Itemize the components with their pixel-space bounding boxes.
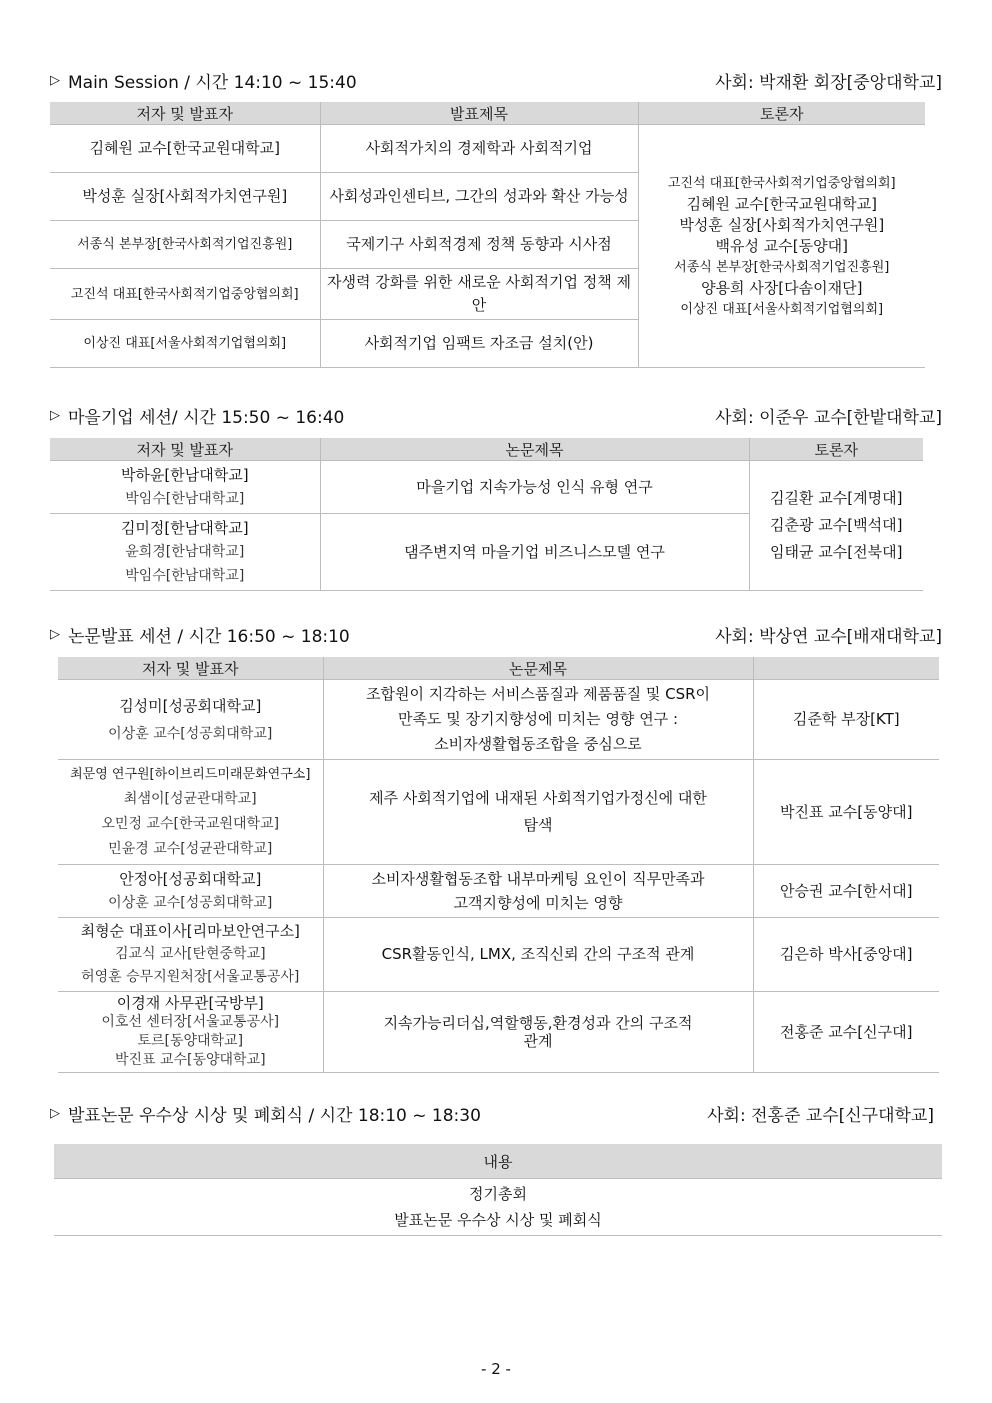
authors-cell bbox=[50, 461, 320, 514]
closing-session-title: 발표논문 우수상 시상 및 폐회식 / 시간 18:10 ~ 18:30 bbox=[68, 1105, 481, 1126]
title-cell: 마을기업 지속가능성 인식 유형 연구 bbox=[320, 461, 749, 514]
discussant: 양용희 사장[다솜이재단] bbox=[701, 278, 863, 297]
content-item: 발표논문 우수상 시상 및 폐회식 bbox=[394, 1211, 602, 1229]
title-cell: 조합원이 지각하는 서비스품질과 제품품질 및 CSR이 만족도 및 장기지향성에 미치는 영향 연구 : 소비자생활협동조합을 중심으로 bbox=[323, 680, 753, 760]
title-cell: 사회성과인센티브, 그간의 성과와 확산 가능성 bbox=[320, 173, 638, 221]
author: 토르[동양대학교] bbox=[137, 1033, 244, 1049]
author: 이상훈 교수[성공회대학교] bbox=[108, 895, 273, 911]
triangle-icon: ▷ bbox=[50, 1105, 60, 1121]
village-session-heading bbox=[50, 402, 942, 428]
author: 이호선 센터장[서울교통공사] bbox=[101, 1014, 280, 1030]
author: 오민정 교수[한국교원대학교] bbox=[101, 816, 280, 832]
author: 김교식 교사[탄현중학교] bbox=[114, 946, 266, 962]
col-header: 발표제목 bbox=[320, 102, 638, 125]
discussant: 김혜원 교수[한국교원대학교] bbox=[686, 194, 877, 213]
discussant: 서종식 본부장[한국사회적기업진흥원] bbox=[674, 259, 890, 275]
author: 이상훈 교수[성공회대학교] bbox=[108, 725, 273, 742]
discussant-cell: 김은하 박사[중앙대] bbox=[753, 918, 939, 992]
triangle-icon: ▷ bbox=[50, 72, 60, 88]
author: 박임수[한남대학교] bbox=[125, 568, 245, 584]
author: 박임수[한남대학교] bbox=[125, 491, 245, 507]
title-cell: 제주 사회적기업에 내재된 사회적기업가정신에 대한 탐색 bbox=[323, 760, 753, 865]
presenter-cell: 고진석 대표[한국사회적기업중앙협의회] bbox=[50, 269, 320, 320]
main-session-heading bbox=[50, 67, 942, 93]
title-cell: 사회적가치의 경제학과 사회적기업 bbox=[320, 125, 638, 173]
title-cell: 소비자생활협동조합 내부마케팅 요인이 직무만족과 고객지향성에 미치는 영향 bbox=[323, 865, 753, 918]
author: 민윤경 교수[성균관대학교] bbox=[108, 841, 273, 857]
paper-session-host: 사회: 박상연 교수[배재대학교] bbox=[715, 626, 942, 647]
author: 박진표 교수[동양대학교] bbox=[114, 1052, 266, 1068]
author: 박하윤[한남대학교] bbox=[120, 466, 249, 484]
discussant: 백유성 교수[동양대] bbox=[715, 236, 848, 255]
author: 김미정[한남대학교] bbox=[120, 519, 249, 537]
authors-cell bbox=[58, 680, 323, 760]
author: 이경재 사무관[국방부] bbox=[116, 994, 264, 1012]
authors-cell bbox=[50, 514, 320, 591]
discussants-cell bbox=[638, 125, 925, 368]
triangle-icon: ▷ bbox=[50, 407, 60, 423]
closing-session-heading bbox=[50, 1100, 934, 1126]
author: 김성미[성공회대학교] bbox=[119, 696, 262, 715]
village-session-title: 마을기업 세션/ 시간 15:50 ~ 16:40 bbox=[68, 407, 345, 428]
main-session-host: 사회: 박재환 회장[중앙대학교] bbox=[715, 72, 942, 93]
discussant-cell: 김준학 부장[KT] bbox=[753, 680, 939, 760]
presenter-cell: 박성훈 실장[사회적가치연구원] bbox=[50, 173, 320, 221]
title-cell: 자생력 강화를 위한 새로운 사회적기업 정책 제안 bbox=[320, 269, 638, 320]
contents-cell bbox=[54, 1179, 942, 1236]
col-header: 논문제목 bbox=[320, 438, 749, 461]
col-header: 토론자 bbox=[638, 102, 925, 125]
paper-session-title: 논문발표 세션 / 시간 16:50 ~ 18:10 bbox=[68, 626, 350, 647]
page-number: - 2 - bbox=[481, 1360, 511, 1378]
title-cell: 지속가능리더십,역할행동,환경성과 간의 구조적 관계 bbox=[323, 992, 753, 1073]
closing-session-table bbox=[54, 1144, 942, 1236]
triangle-icon: ▷ bbox=[50, 626, 60, 642]
discussant-cell: 박진표 교수[동양대] bbox=[753, 760, 939, 865]
title-cell: 사회적기업 임팩트 자조금 설치(안) bbox=[320, 320, 638, 368]
paper-session-table bbox=[58, 657, 939, 1073]
title-cell: 댐주변지역 마을기업 비즈니스모델 연구 bbox=[320, 514, 749, 591]
col-header: 저자 및 발표자 bbox=[58, 657, 323, 680]
presenter-cell: 이상진 대표[서울사회적기업협의회] bbox=[50, 320, 320, 368]
author: 안정아[성공회대학교] bbox=[119, 870, 262, 888]
authors-cell bbox=[58, 992, 323, 1073]
title-cell: 국제기구 사회적경제 정책 동향과 시사점 bbox=[320, 221, 638, 269]
village-session-host: 사회: 이준우 교수[한밭대학교] bbox=[715, 407, 942, 428]
discussant: 김춘광 교수[백석대] bbox=[770, 516, 903, 534]
author: 최형순 대표이사[리마보안연구소] bbox=[80, 922, 300, 940]
main-session-title: Main Session / 시간 14:10 ~ 15:40 bbox=[68, 72, 357, 93]
paper-session-heading bbox=[50, 621, 942, 647]
authors-cell bbox=[58, 760, 323, 865]
village-session-table bbox=[50, 438, 923, 591]
discussant-cell: 전홍준 교수[신구대] bbox=[753, 992, 939, 1073]
col-header: 저자 및 발표자 bbox=[50, 102, 320, 125]
authors-cell bbox=[58, 865, 323, 918]
discussant: 박성훈 실장[사회적가치연구원] bbox=[679, 215, 885, 234]
discussant-cell: 안승권 교수[한서대] bbox=[753, 865, 939, 918]
title-cell: CSR활동인식, LMX, 조직신뢰 간의 구조적 관계 bbox=[323, 918, 753, 992]
presenter-cell: 김혜원 교수[한국교원대학교] bbox=[50, 125, 320, 173]
author: 허영훈 승무지원처장[서울교통공사] bbox=[81, 969, 300, 985]
author: 윤희경[한남대학교] bbox=[125, 544, 245, 560]
discussant: 김길환 교수[계명대] bbox=[770, 489, 903, 507]
col-header bbox=[753, 657, 939, 680]
col-header: 논문제목 bbox=[323, 657, 753, 680]
col-header: 내용 bbox=[54, 1144, 942, 1179]
col-header: 토론자 bbox=[749, 438, 923, 461]
discussant: 고진석 대표[한국사회적기업중앙협의회] bbox=[667, 175, 896, 191]
content-item: 정기총회 bbox=[469, 1185, 527, 1203]
main-session-table bbox=[50, 102, 925, 368]
discussant: 이상진 대표[서울사회적기업협의회] bbox=[680, 301, 884, 317]
col-header: 저자 및 발표자 bbox=[50, 438, 320, 461]
authors-cell bbox=[58, 918, 323, 992]
author: 최문영 연구원[하이브리드미래문화연구소] bbox=[70, 767, 311, 782]
author: 최샘이[성균관대학교] bbox=[123, 791, 257, 807]
discussant: 임태균 교수[전북대] bbox=[770, 543, 903, 561]
discussants-cell bbox=[749, 461, 923, 591]
closing-session-host: 사회: 전홍준 교수[신구대학교] bbox=[707, 1105, 934, 1126]
presenter-cell: 서종식 본부장[한국사회적기업진흥원] bbox=[50, 221, 320, 269]
